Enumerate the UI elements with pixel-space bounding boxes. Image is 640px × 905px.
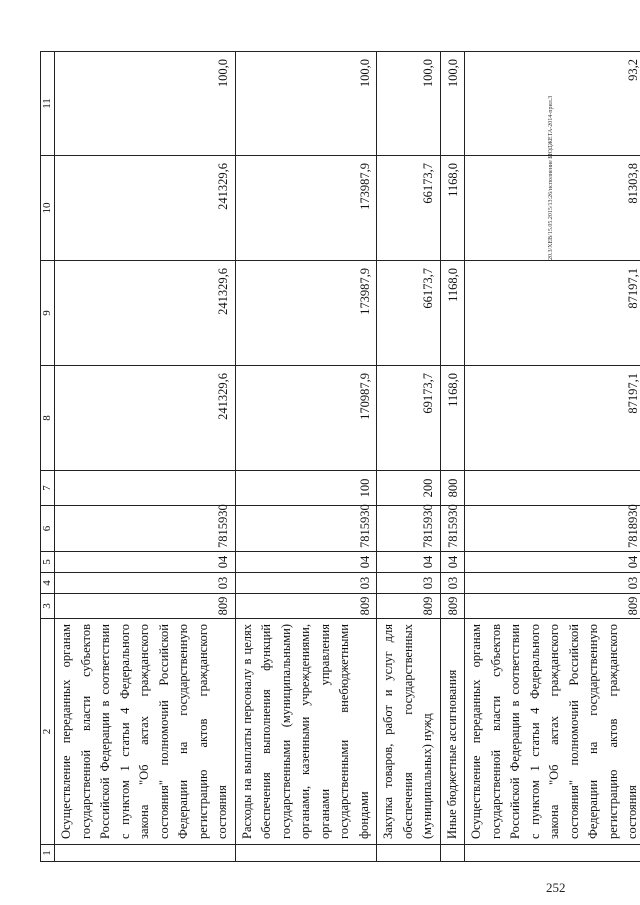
grbs-cell: 809 <box>55 594 236 619</box>
table-row <box>440 52 465 862</box>
header-cell: 6 <box>41 506 55 552</box>
value-cell-9: 173987,9 <box>235 261 377 366</box>
table-row <box>377 52 441 862</box>
value-cell-9: 87197,1 <box>465 261 640 366</box>
value-cell-8: 1168,0 <box>440 366 465 471</box>
table-row <box>55 52 236 862</box>
name-cell: Осуществление переданных органам государственной власти субъектов Российской Федерации в соответствии с пунктом 1 статьи 4 Федерального закона "Об актах гражданского состояния" полномочий Российской Федерации на государственную регистрацию актов гражданского состояния <box>55 619 236 845</box>
expense-type-cell <box>55 471 236 506</box>
page-number: 252 <box>546 880 566 895</box>
header-cell: 2 <box>41 619 55 845</box>
target-article-cell: 7818930 <box>465 506 640 552</box>
percent-cell: 100,0 <box>55 52 236 156</box>
grbs-cell: 809 <box>235 594 377 619</box>
value-cell-8: 241329,6 <box>55 366 236 471</box>
grbs-cell: 809 <box>440 594 465 619</box>
target-article-cell: 7815930 <box>377 506 441 552</box>
value-cell-9: 66173,7 <box>377 261 441 366</box>
header-cell: 7 <box>41 471 55 506</box>
subsection-cell: 04 <box>377 552 441 573</box>
value-cell-8: 170987,9 <box>235 366 377 471</box>
rotated-page <box>40 52 640 862</box>
grbs-cell: 809 <box>377 594 441 619</box>
header-cell: 5 <box>41 552 55 573</box>
section-cell: 03 <box>235 573 377 594</box>
header-cell: 8 <box>41 366 55 471</box>
header-cell: 1 <box>41 845 55 862</box>
expense-type-cell: 100 <box>235 471 377 506</box>
section-cell: 03 <box>55 573 236 594</box>
expense-type-cell: 200 <box>377 471 441 506</box>
expense-type-cell <box>465 471 640 506</box>
percent-cell: 100,0 <box>377 52 441 156</box>
header-cell: 11 <box>41 52 55 156</box>
value-cell-10: 81303,8 <box>465 156 640 261</box>
value-cell-10: 1168,0 <box>440 156 465 261</box>
header-cell: 10 <box>41 156 55 261</box>
row-number-cell <box>465 845 640 862</box>
section-cell: 03 <box>465 573 640 594</box>
expense-type-cell: 800 <box>440 471 465 506</box>
grbs-cell: 809 <box>465 594 640 619</box>
header-cell: 9 <box>41 261 55 366</box>
row-number-cell <box>235 845 377 862</box>
header-cell: 4 <box>41 573 55 594</box>
percent-cell: 100,0 <box>440 52 465 156</box>
header-cell: 3 <box>41 594 55 619</box>
target-article-cell: 7815930 <box>235 506 377 552</box>
row-number-cell <box>55 845 236 862</box>
percent-cell: 100,0 <box>235 52 377 156</box>
header-row <box>41 52 55 862</box>
name-cell: Осуществление переданных органам государственной власти субъектов Российской Федерации в соответствии с пунктом 1 статьи 4 Федерального закона "Об актах гражданского состояния" полномочий Российской Федерации на государственную регистрацию актов гражданского состояния <box>465 619 640 845</box>
row-number-cell <box>440 845 465 862</box>
value-cell-8: 87197,1 <box>465 366 640 471</box>
value-cell-10: 173987,9 <box>235 156 377 261</box>
target-article-cell: 7815930 <box>440 506 465 552</box>
percent-cell: 93,2 <box>465 52 640 156</box>
name-cell: Иные бюджетные ассигнования <box>440 619 465 845</box>
value-cell-10: 241329,6 <box>55 156 236 261</box>
section-cell: 03 <box>377 573 441 594</box>
row-number-cell <box>377 845 441 862</box>
value-cell-10: 66173,7 <box>377 156 441 261</box>
name-cell: Расходы на выплаты персоналу в целях обеспечения выполнения функций государственными (муниципальными) органами, казенными учреждениями, органами управления государственными внебюджетными фондами <box>235 619 377 845</box>
subsection-cell: 04 <box>440 552 465 573</box>
subsection-cell: 04 <box>55 552 236 573</box>
target-article-cell: 7815930 <box>55 506 236 552</box>
subsection-cell: 04 <box>465 552 640 573</box>
table-row <box>235 52 377 862</box>
name-cell: Закупка товаров, работ и услуг для обеспечения государственных (муниципальных) нужд <box>377 619 441 845</box>
value-cell-8: 69173,7 <box>377 366 441 471</box>
subsection-cell: 04 <box>235 552 377 573</box>
file-footnote: 20.3/ХЕВ/15.05.2015/13:26/исполнение БЮДЖЕТА-2014-прил.3 <box>548 95 554 260</box>
value-cell-9: 1168,0 <box>440 261 465 366</box>
section-cell: 03 <box>440 573 465 594</box>
value-cell-9: 241329,6 <box>55 261 236 366</box>
